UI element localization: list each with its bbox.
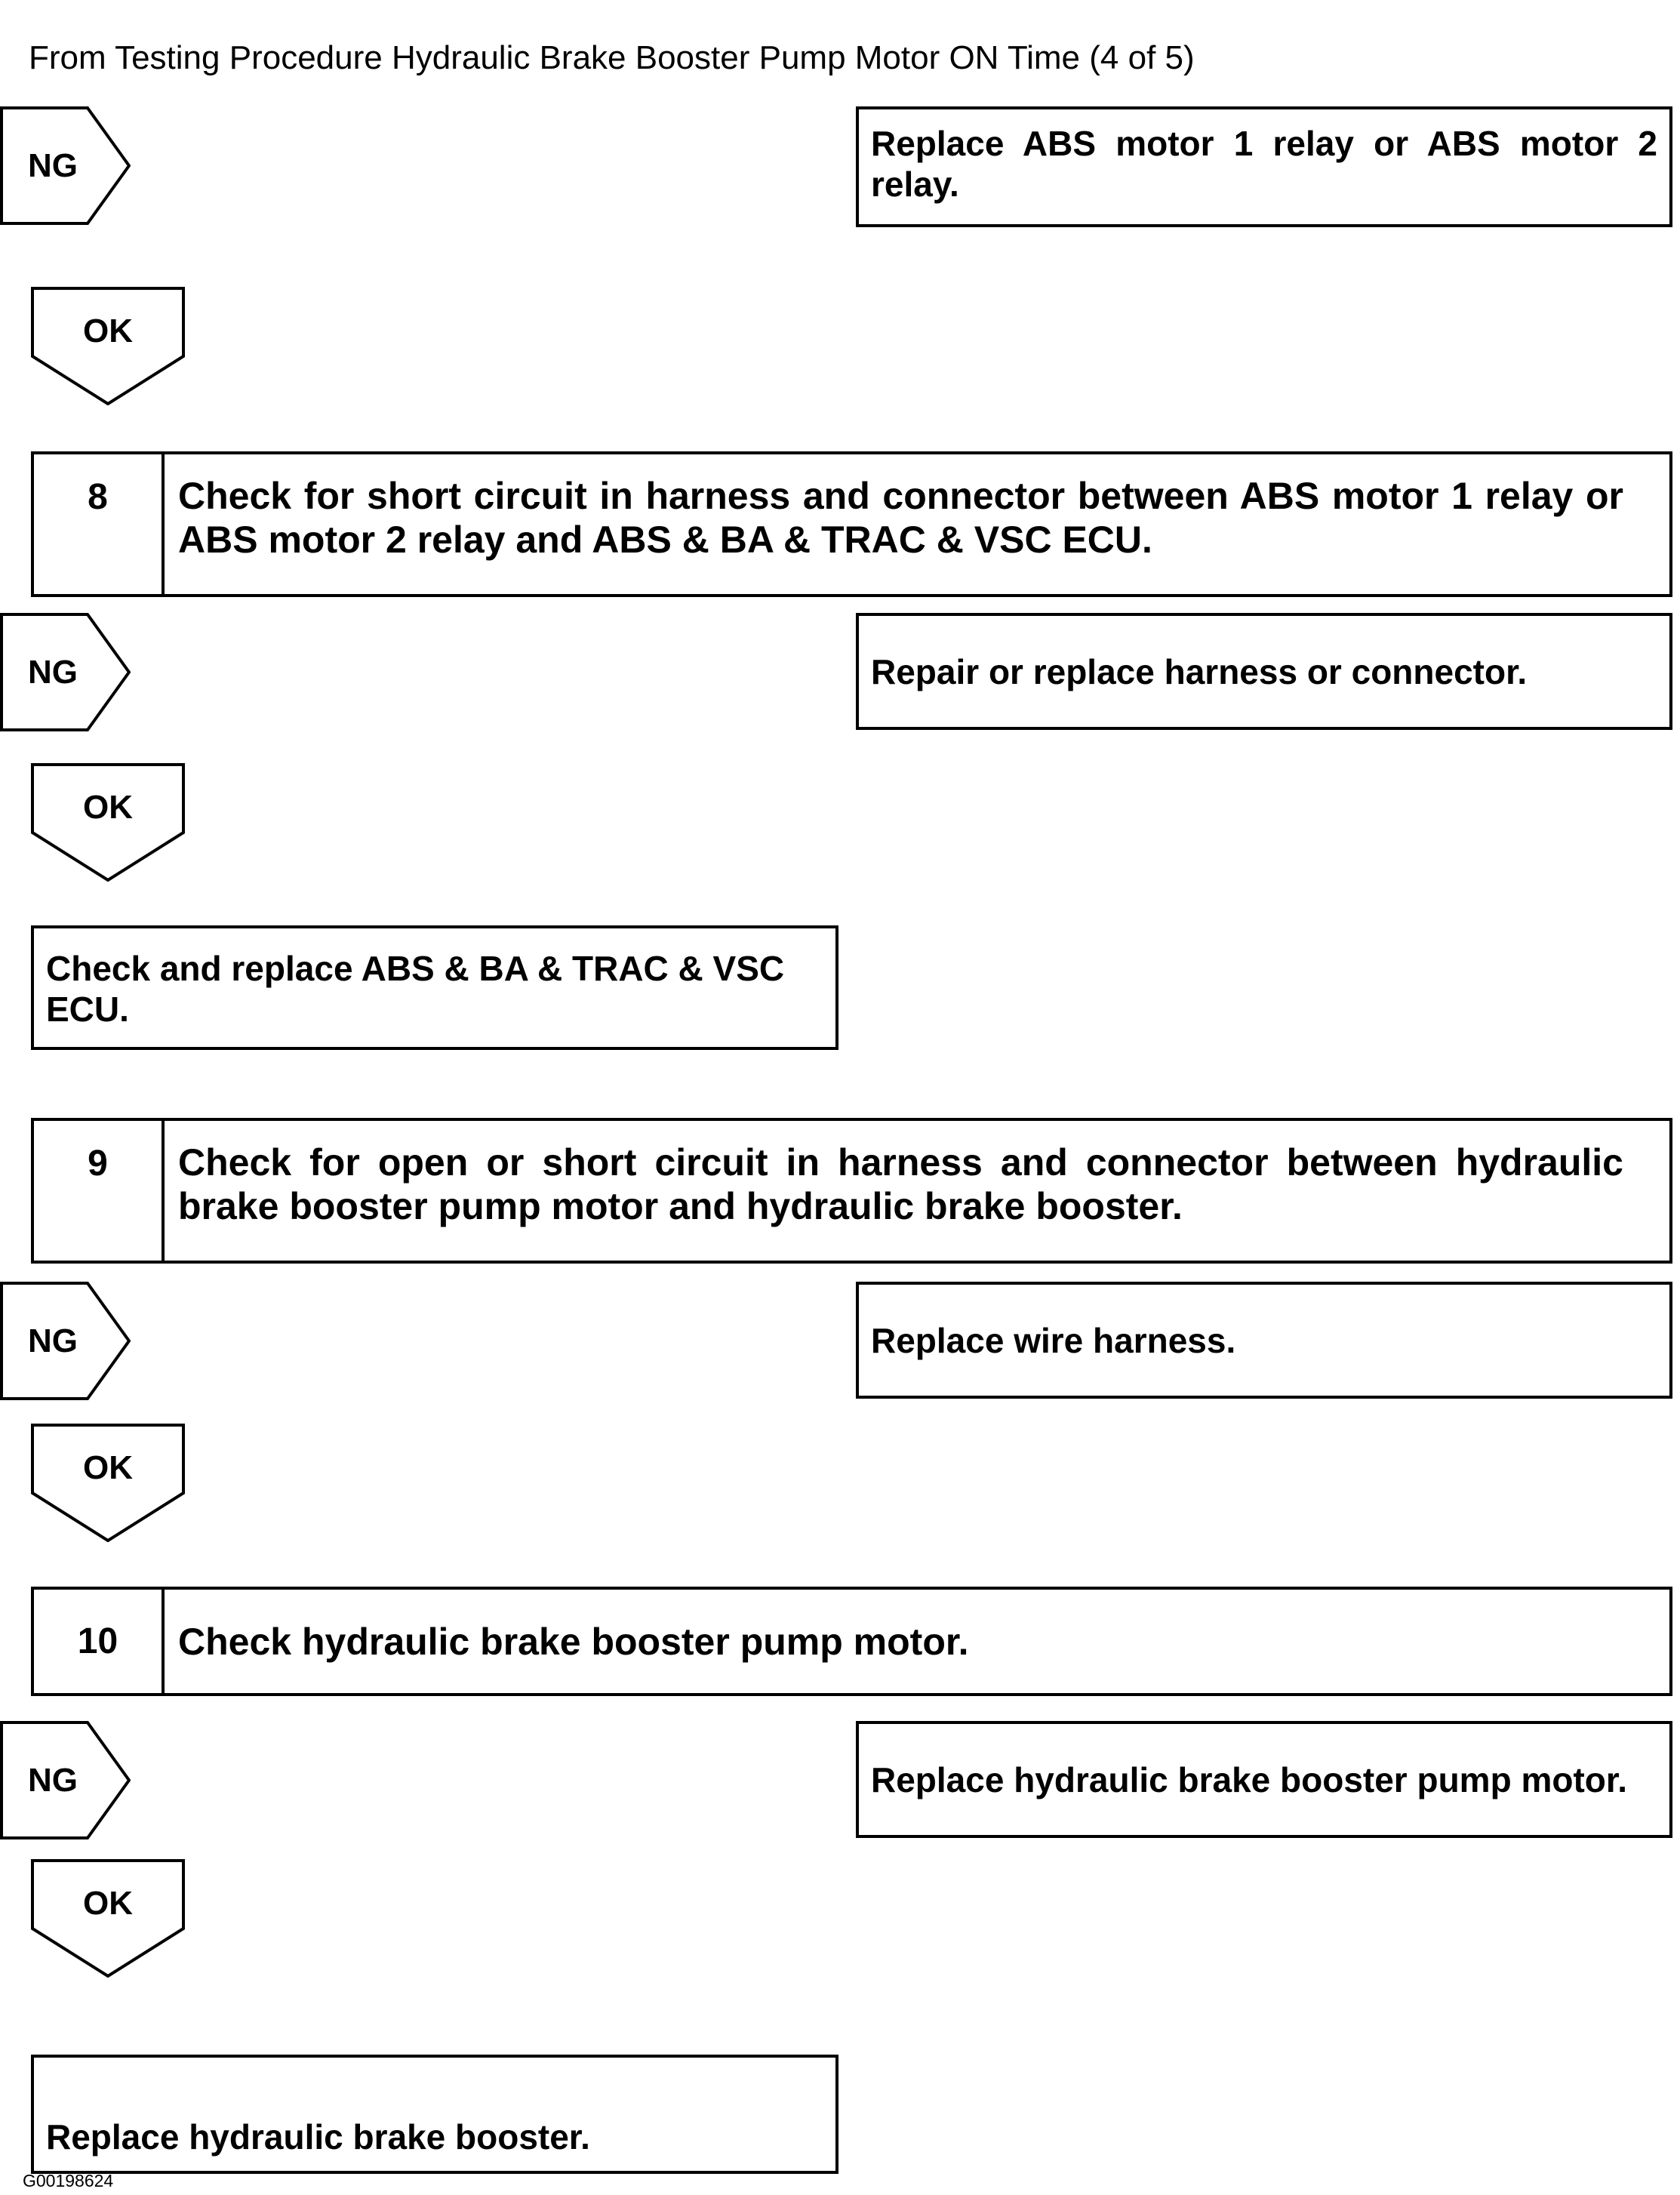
ng-action-box-4 [856, 1721, 1672, 1838]
page-title: From Testing Procedure Hydraulic Brake Booster Pump Motor ON Time (4 of 5) [29, 39, 1195, 76]
ng-label: NG [28, 653, 78, 691]
ng-action-box-2 [856, 613, 1672, 730]
ok-connector-3 [31, 1424, 185, 1542]
ok-label: OK [83, 789, 133, 826]
ok-connector-4 [31, 1859, 185, 1978]
figure-code: G00198624 [23, 2171, 114, 2190]
ok-label: OK [83, 1885, 133, 1922]
ng-label: NG [28, 146, 78, 184]
ng-connector-3 [0, 1282, 131, 1400]
ok-label: OK [83, 312, 133, 349]
ng-connector-1 [0, 106, 131, 225]
step-box-9 [31, 1118, 1672, 1264]
terminal-text: Replace hydraulic brake booster. [46, 2117, 590, 2157]
ng-action-text: Replace ABS motor 1 relay or ABS motor 2 relay. [871, 124, 1657, 204]
terminal-box-2 [31, 2055, 838, 2174]
step-number: 8 [34, 454, 165, 594]
ok-label: OK [83, 1449, 133, 1486]
step-text: Check hydraulic brake booster pump motor. [178, 1620, 969, 1663]
ng-action-box-1 [856, 106, 1672, 227]
step-box-8 [31, 451, 1672, 597]
step-number: 10 [34, 1590, 165, 1693]
ng-connector-2 [0, 613, 131, 731]
ng-action-text: Repair or replace harness or connector. [871, 651, 1528, 691]
ok-connector-1 [31, 287, 185, 405]
ng-action-text: Replace hydraulic brake booster pump motor. [871, 1759, 1628, 1799]
ng-action-box-3 [856, 1282, 1672, 1399]
ng-connector-4 [0, 1721, 131, 1839]
terminal-text: Check and replace ABS & BA & TRAC & VSC ECU. [46, 949, 785, 1029]
step-number: 9 [34, 1121, 165, 1261]
step-text: Check for open or short circuit in harness and connector between hydraulic brake booster pump motor and hydraulic brake booster. [178, 1141, 1623, 1227]
ok-connector-2 [31, 763, 185, 882]
terminal-box-1 [31, 925, 838, 1050]
ng-action-text: Replace wire harness. [871, 1320, 1236, 1360]
ng-label: NG [28, 1761, 78, 1799]
ng-label: NG [28, 1322, 78, 1359]
step-box-10 [31, 1587, 1672, 1696]
step-text: Check for short circuit in harness and connector between ABS motor 1 relay or ABS motor 2 relay and ABS & BA & TRAC & VSC ECU. [178, 475, 1623, 561]
